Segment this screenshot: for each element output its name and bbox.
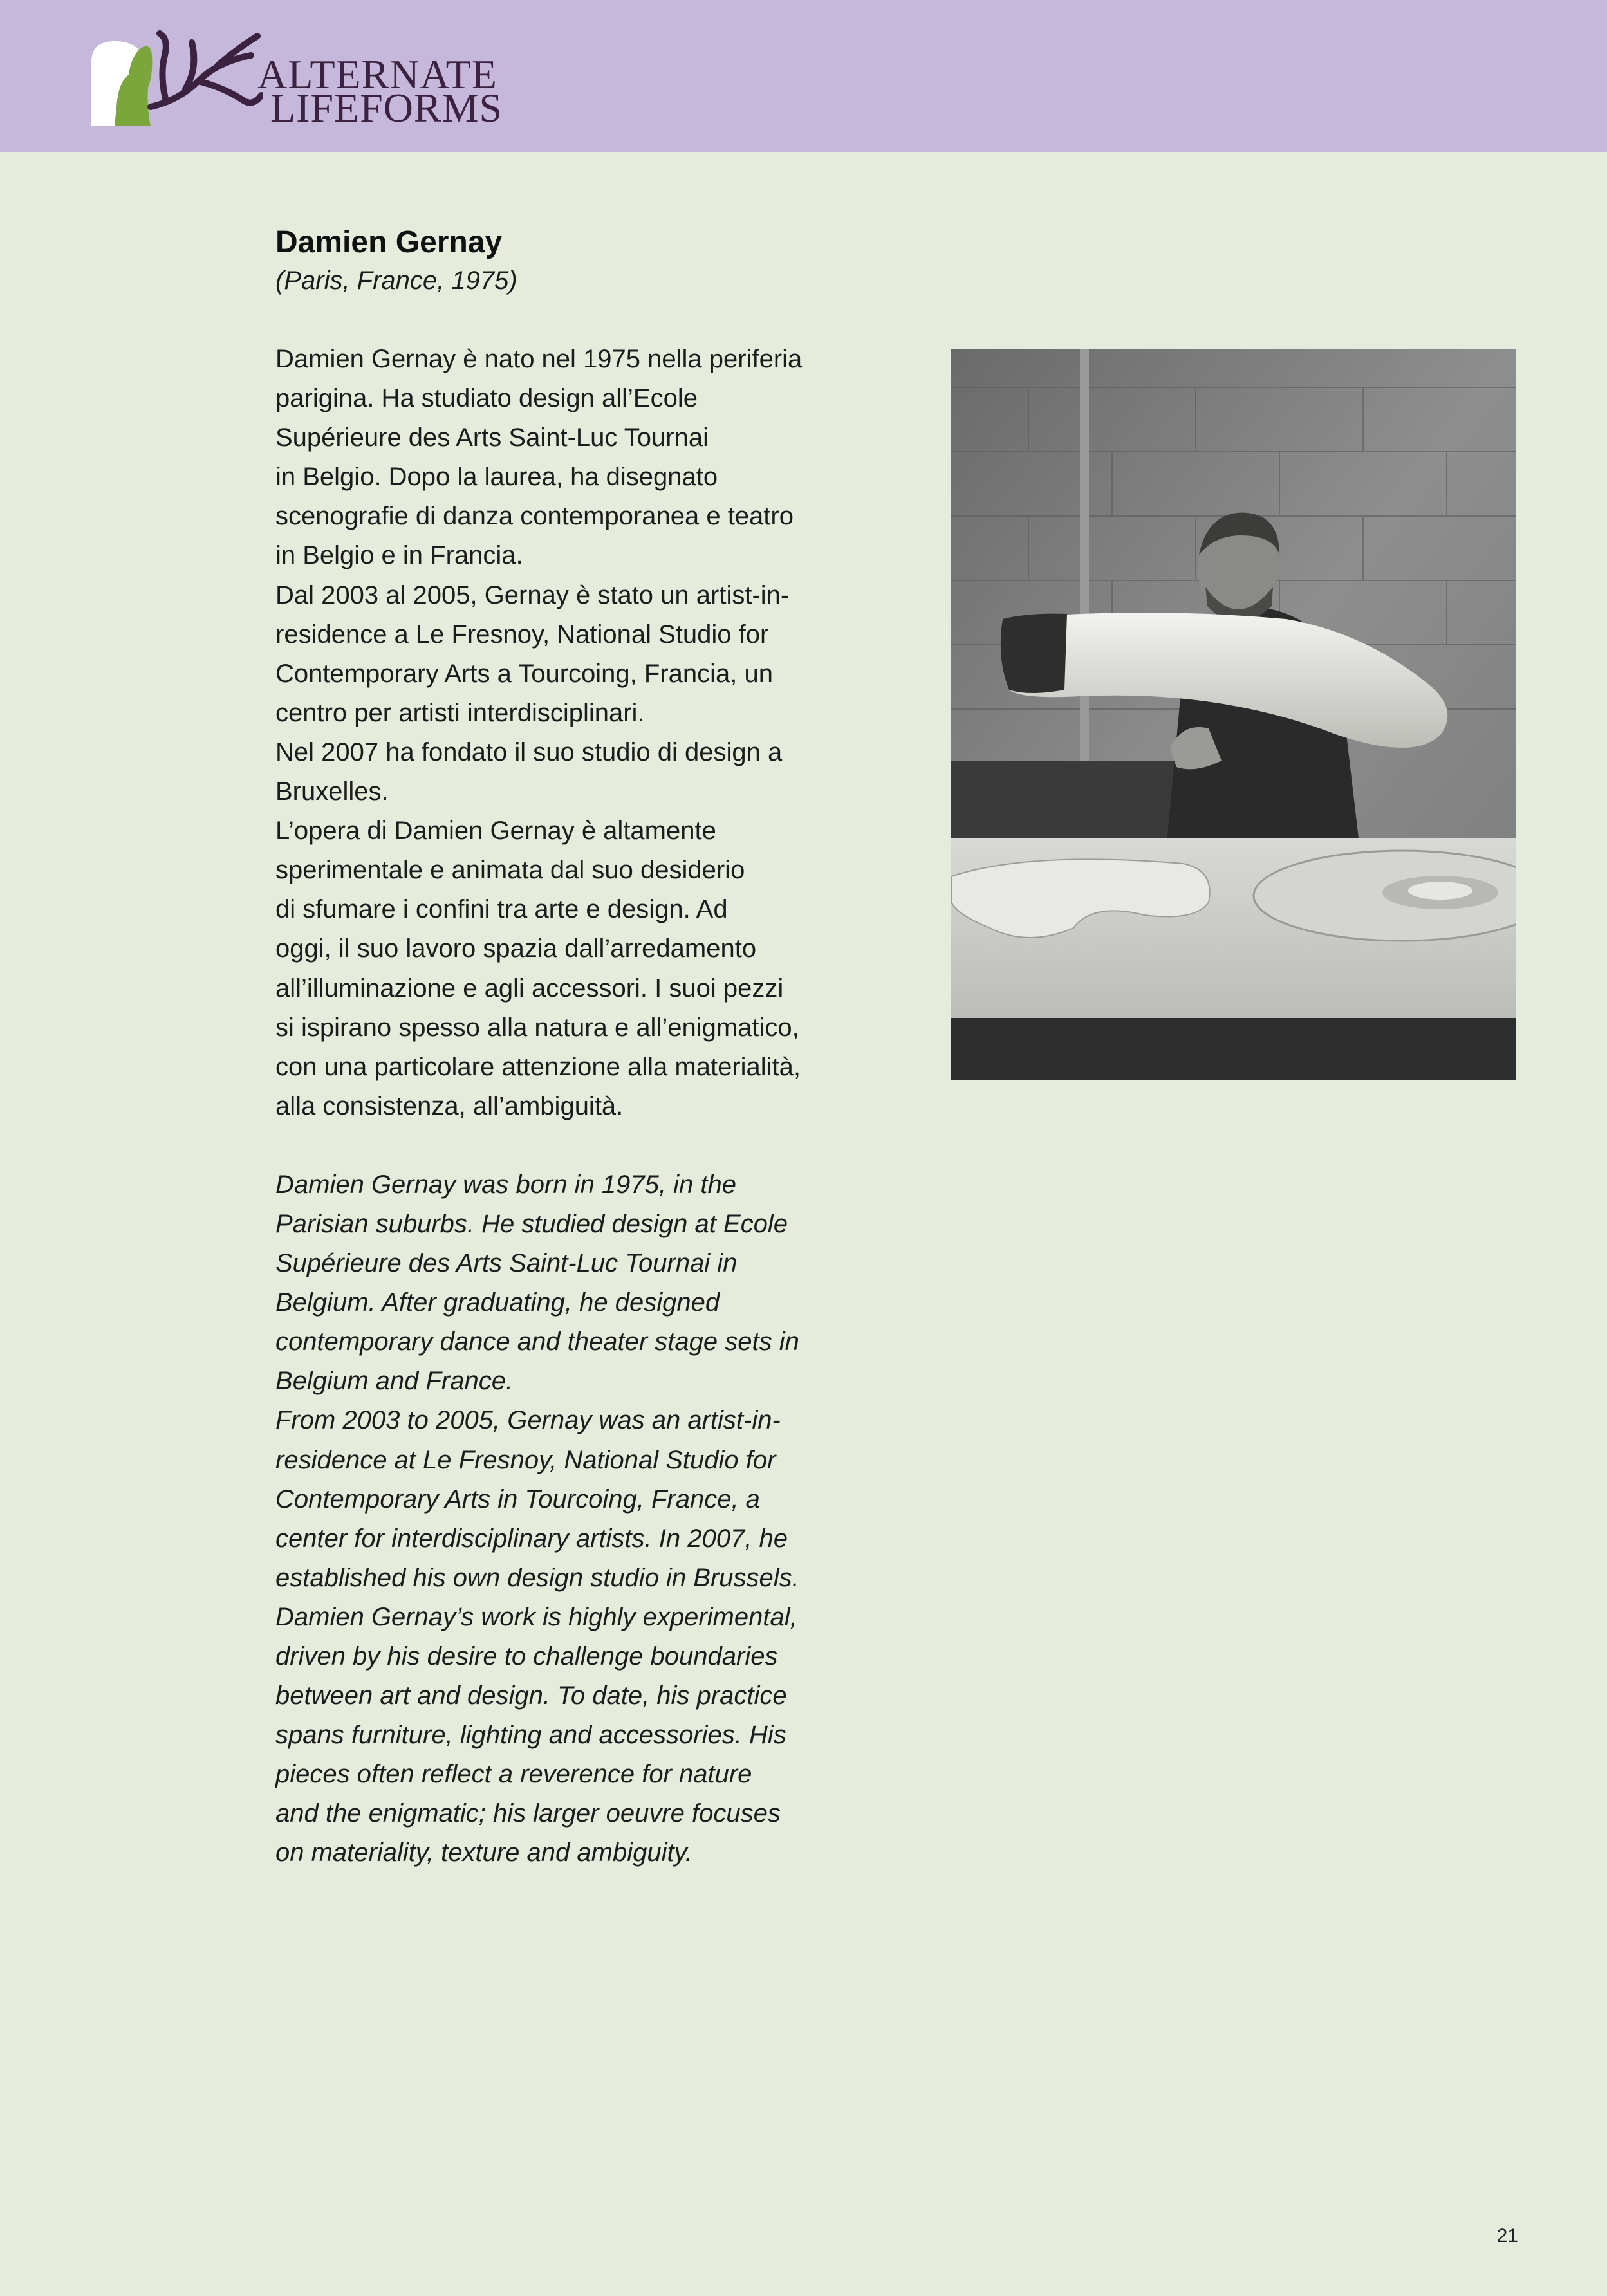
logo-line-2: LIFEFORMS <box>270 85 503 131</box>
bio-line: Damien Gernay’s work is highly experimental, <box>275 1602 797 1631</box>
bio-line: contemporary dance and theater stage sets in <box>275 1328 799 1356</box>
bio-line: on materiality, texture and ambiguity. <box>275 1838 692 1867</box>
bio-line: Supérieure des Arts Saint-Luc Tournai in <box>275 1249 738 1278</box>
artist-origin: (Paris, France, 1975) <box>275 266 517 295</box>
bio-line: di sfumare i confini tra arte e design. Ad <box>275 895 728 924</box>
artist-bio <box>275 223 919 1873</box>
bio-line: residence at Le Fresnoy, National Studio for <box>275 1445 776 1474</box>
bio-line: Contemporary Arts in Tourcoing, France, a <box>275 1485 760 1514</box>
bio-line: center for interdisciplinary artists. In 2007, he <box>275 1524 788 1553</box>
bio-line: established his own design studio in Brussels. <box>275 1563 799 1592</box>
alternate-lifeforms-logo <box>89 30 520 133</box>
artist-photo <box>951 349 1516 1080</box>
bio-line: oggi, il suo lavoro spazia dall’arredamento <box>275 934 757 963</box>
bio-line: in Belgio e in Francia. <box>275 541 523 570</box>
bio-line: in Belgio. Dopo la laurea, ha disegnato <box>275 463 718 492</box>
artist-name: Damien Gernay <box>275 225 503 259</box>
bio-line: all’illuminazione e agli accessori. I suoi pezzi <box>275 974 784 1003</box>
logo-line-1: ALTERNATE <box>257 51 497 97</box>
bio-line: spans furniture, lighting and accessories. His <box>275 1721 786 1750</box>
bio-line: parigina. Ha studiato design all’Ecole <box>275 384 698 413</box>
bio-line: Dal 2003 al 2005, Gernay è stato un artist-in- <box>275 580 790 609</box>
bio-line: L’opera di Damien Gernay è altamente <box>275 817 716 846</box>
bio-line: con una particolare attenzione alla materialità, <box>275 1052 801 1081</box>
bio-line: Contemporary Arts a Tourcoing, Francia, un <box>275 659 773 688</box>
page-number: 21 <box>1496 2225 1518 2246</box>
bio-italian <box>275 340 919 1126</box>
bio-line: si ispirano spesso alla natura e all’enigmatico, <box>275 1013 799 1042</box>
bio-line: Bruxelles. <box>275 777 389 806</box>
logo-mark-icon <box>89 30 263 133</box>
bio-line: Supérieure des Arts Saint-Luc Tournai <box>275 423 709 452</box>
bio-line: alla consistenza, all’ambiguità. <box>275 1091 624 1120</box>
bio-line: Belgium. After graduating, he designed <box>275 1288 720 1317</box>
artist-portrait-image <box>951 349 1516 1080</box>
bio-line: Belgium and France. <box>275 1367 514 1396</box>
bio-line: residence a Le Fresnoy, National Studio for <box>275 620 769 649</box>
bio-line: Parisian suburbs. He studied design at Ecole <box>275 1209 788 1238</box>
bio-line: Damien Gernay was born in 1975, in the <box>275 1170 736 1199</box>
bio-english <box>275 1165 919 1873</box>
bio-line: pieces often reflect a reverence for nature <box>275 1760 752 1789</box>
bio-line: Damien Gernay è nato nel 1975 nella periferia <box>275 345 803 373</box>
bio-line: centro per artisti interdisciplinari. <box>275 698 645 727</box>
logo-wordmark <box>257 51 503 131</box>
bio-line: between art and design. To date, his practice <box>275 1681 787 1710</box>
bio-line: scenografie di danza contemporanea e teatro <box>275 502 794 531</box>
bio-line: and the enigmatic; his larger oeuvre focuses <box>275 1799 781 1828</box>
bio-line: From 2003 to 2005, Gernay was an artist-in- <box>275 1406 781 1435</box>
page-header <box>0 0 1607 152</box>
bio-line: driven by his desire to challenge boundaries <box>275 1642 778 1671</box>
bio-line: Nel 2007 ha fondato il suo studio di design a <box>275 737 783 766</box>
bio-line: sperimentale e animata dal suo desiderio <box>275 856 745 885</box>
